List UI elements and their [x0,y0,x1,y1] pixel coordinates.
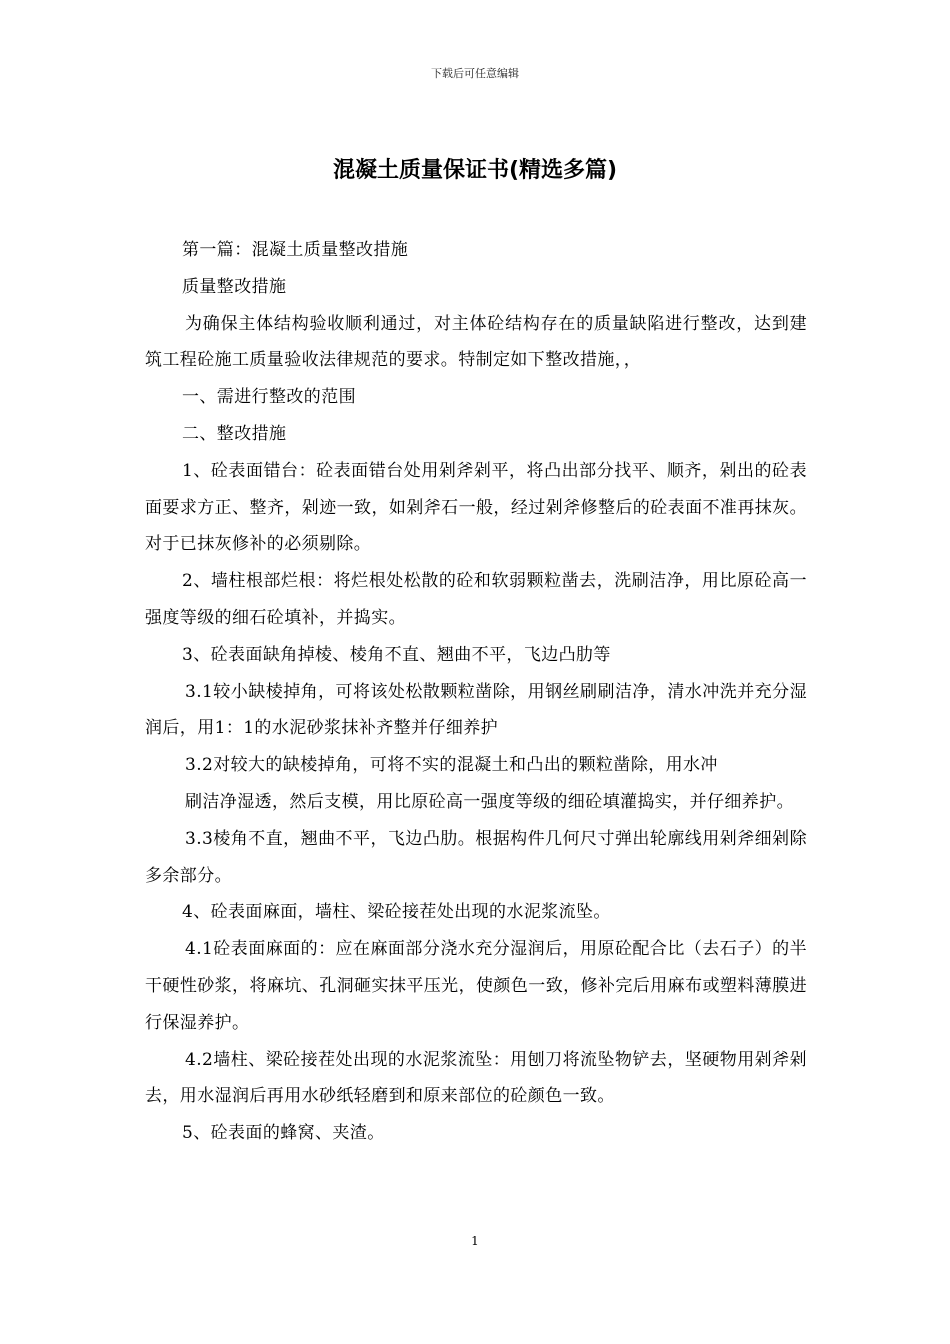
paragraph-4: 一、需进行整改的范围 [182,387,356,408]
paragraph-1: 第一篇：混凝土质量整改措施 [182,240,409,260]
document-title: 混凝土质量保证书(精选多篇) [332,158,618,183]
page-number: 1 [471,1234,479,1248]
paragraph-14: 4.1砼表面麻面的：应在麻面部分浇水充分湿润后，用原砼配合比（去石子）的半干硬性砂浆，将麻坑、孔洞砸实抹平压光，使颜色一致，修补完后用麻布或塑料薄膜进行保湿养护。 [145,939,807,1033]
paragraph-7: 2、墙柱根部烂根：将烂根处松散的砼和软弱颗粒凿去，洗刷洁净，用比原砼高一强度等级的细石砼填补，并捣实。 [145,571,807,628]
paragraph-16: 5、砼表面的蜂窝、夹渣。 [182,1123,385,1144]
paragraph-2: 质量整改措施 [182,276,287,297]
paragraph-10: 3.2对较大的缺棱掉角，可将不实的混凝土和凸出的颗粒凿除，用水冲 [185,755,718,776]
paragraph-12: 3.3棱角不直，翘曲不平，飞边凸肋。根据构件几何尺寸弹出轮廓线用剁斧细剁除多余部分。 [145,828,807,886]
paragraph-3: 为确保主体结构验收顺利通过，对主体砼结构存在的质量缺陷进行整改，达到建筑工程砼施工质量验收法律规范的要求。特制定如下整改措施，， [145,313,807,371]
paragraph-11: 刷洁净湿透，然后支模，用比原砼高一强度等级的细砼填灌捣实，并仔细养护。 [185,791,794,812]
paragraph-9: 3.1较小缺棱掉角，可将该处松散颗粒凿除，用钢丝刷刷洁净，清水冲洗并充分湿润后，用1：1的水泥砂浆抹补齐整并仔细养护 [145,681,807,739]
paragraph-8: 3、砼表面缺角掉棱、棱角不直、翘曲不平，飞边凸肋等 [182,644,611,665]
paragraph-6: 1、砼表面错台：砼表面错台处用剁斧剁平，将凸出部分找平、顺齐，剁出的砼表面要求方正、整齐，剁迹一致，如剁斧石一般，经过剁斧修整后的砼表面不准再抹灰。对于已抹灰修补的必须剔除。 [145,460,807,555]
paragraph-13: 4、砼表面麻面，墙柱、梁砼接茬处出现的水泥浆流坠。 [182,902,611,923]
paragraph-15: 4.2墙柱、梁砼接茬处出现的水泥浆流坠：用刨刀将流坠物铲去，坚硬物用剁斧剁去，用水湿润后再用水砂纸轻磨到和原来部位的砼颜色一致。 [145,1049,807,1107]
document-body [145,232,807,1152]
page-header: 下载后可任意编辑 [431,67,519,80]
paragraph-5: 二、整改措施 [182,423,287,444]
